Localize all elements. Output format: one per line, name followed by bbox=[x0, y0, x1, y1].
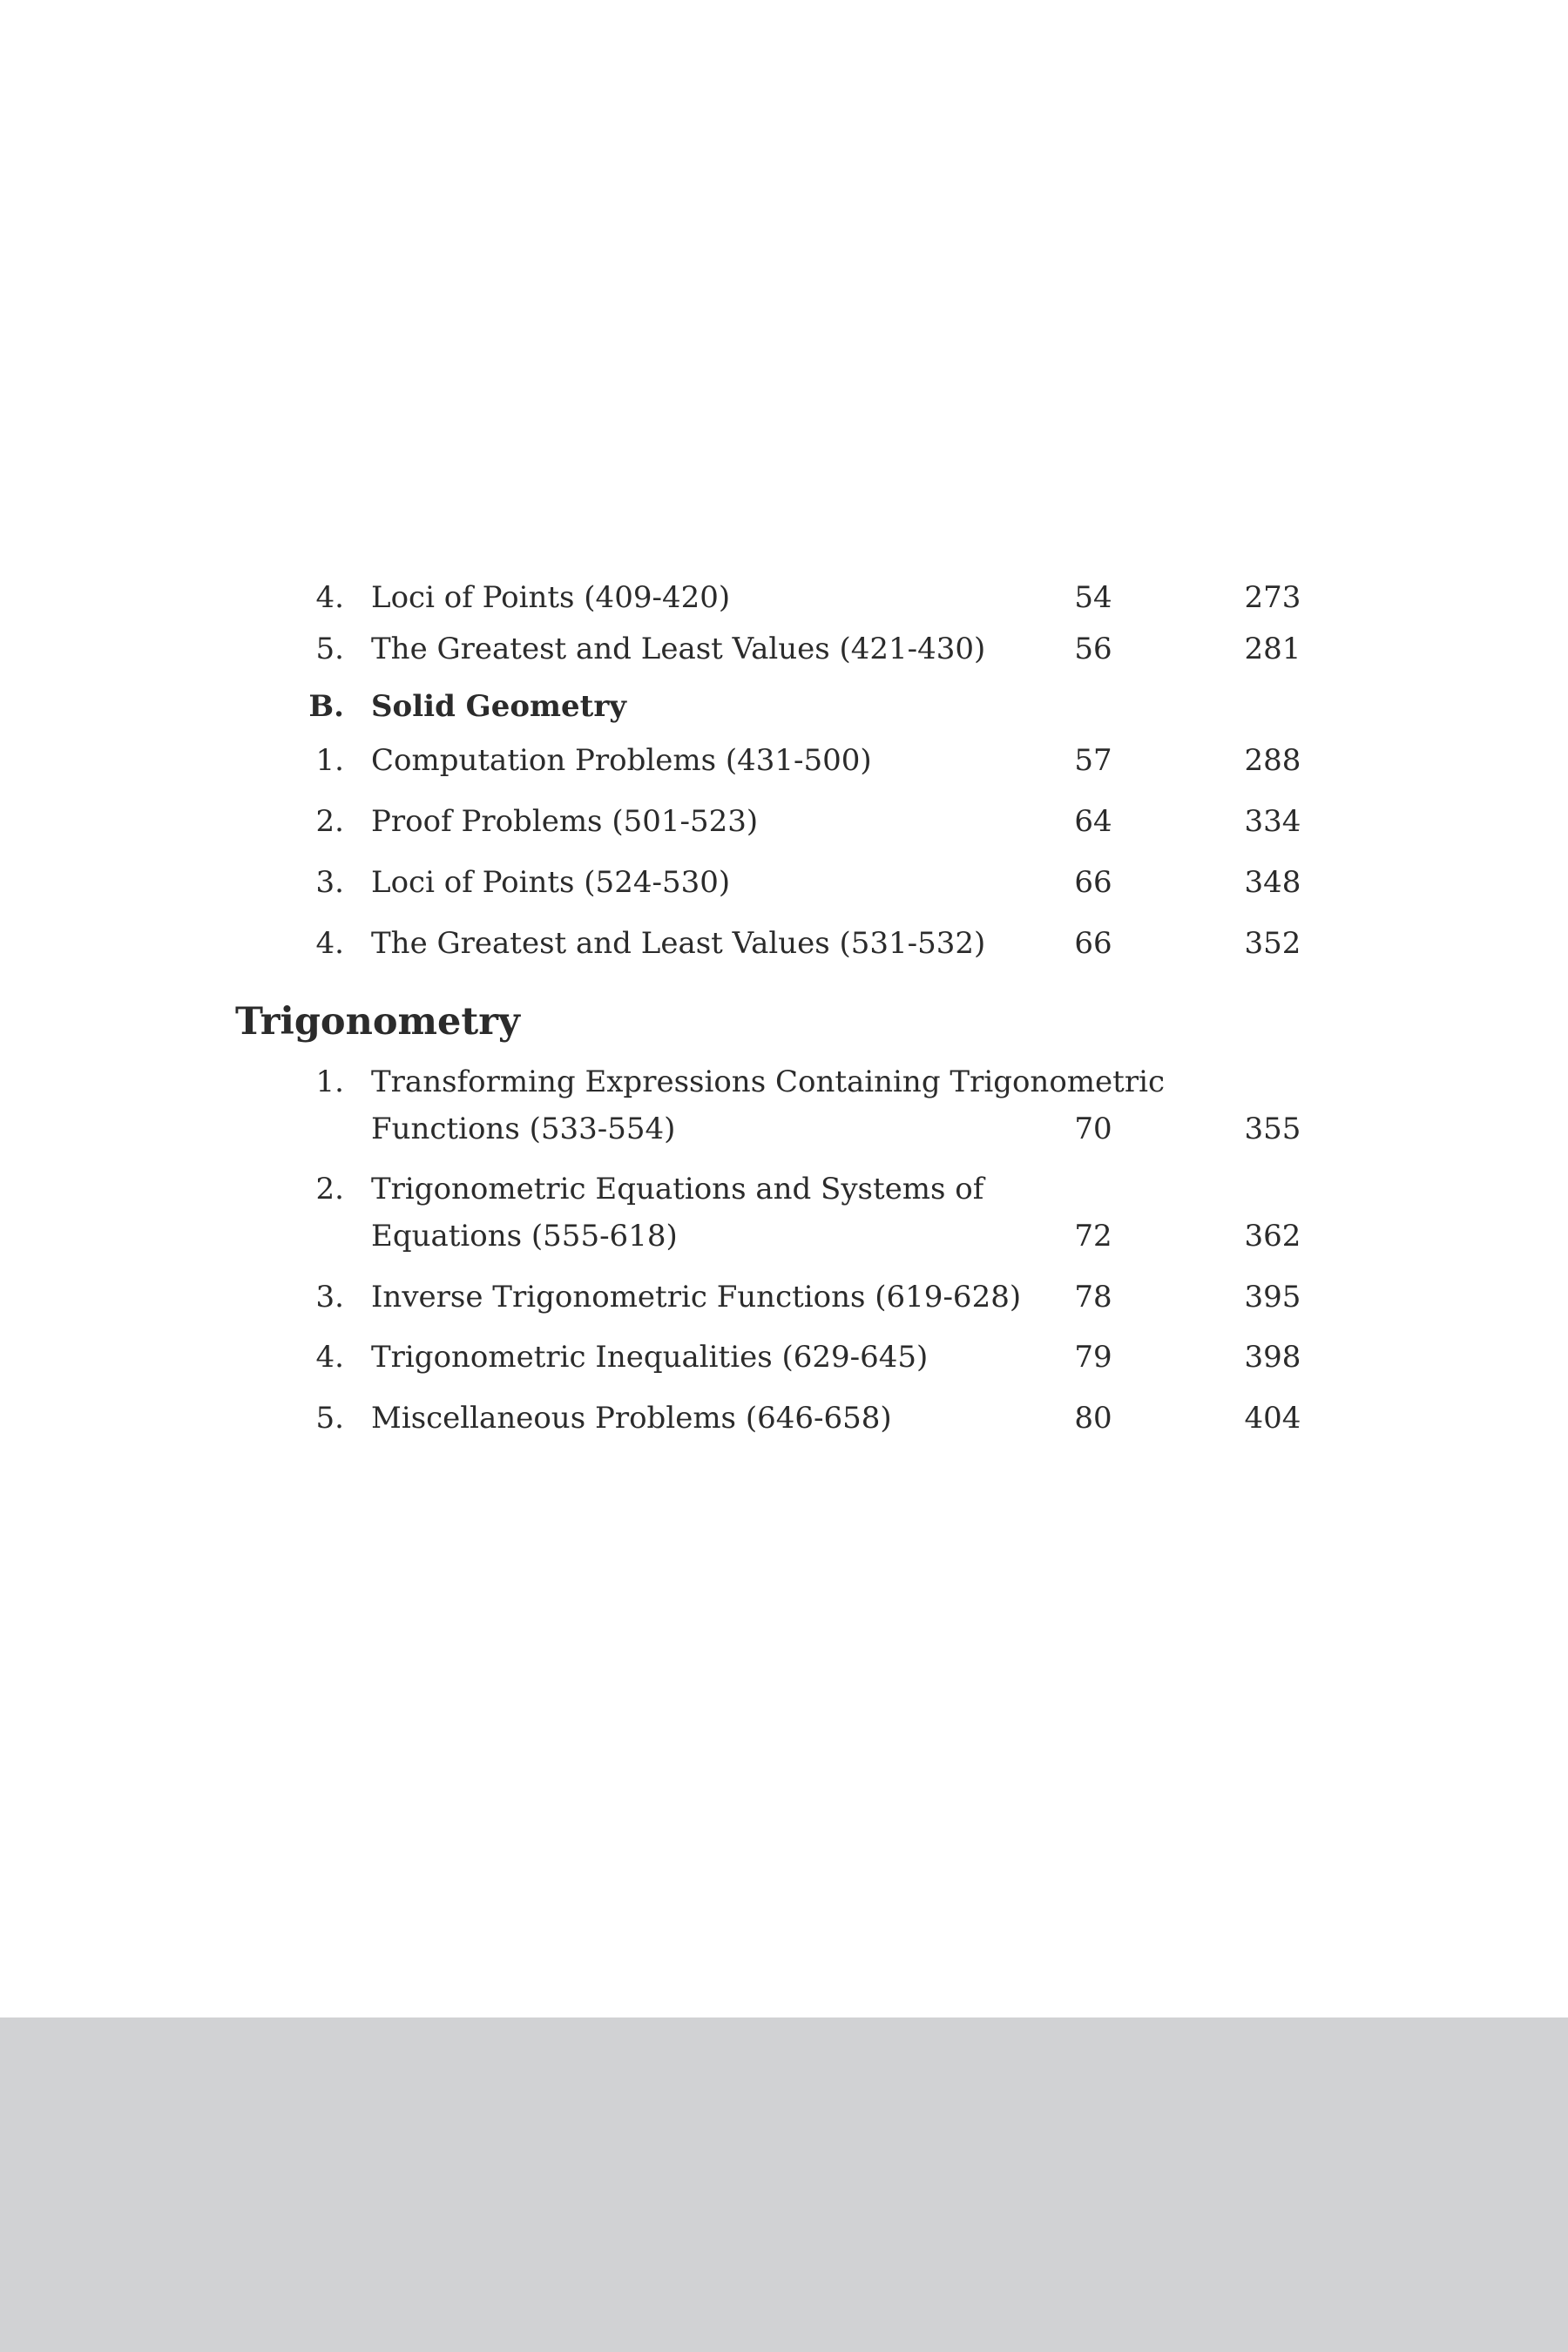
toc-entry bbox=[0, 1280, 1568, 1315]
entry-title: Inverse Trigonometric Functions (619-628) bbox=[371, 1280, 1022, 1315]
entry-title-line-2: Equations (555-618) bbox=[371, 1219, 678, 1254]
entry-number: 1. bbox=[315, 743, 344, 778]
entry-number: 2. bbox=[315, 804, 344, 839]
entry-number: 1. bbox=[315, 1064, 344, 1099]
entry-title: Loci of Points (524-530) bbox=[371, 865, 731, 900]
entry-page-problems: 57 bbox=[1074, 743, 1112, 778]
entry-title: The Greatest and Least Values (421-430) bbox=[371, 632, 986, 666]
toc-entry bbox=[0, 580, 1568, 615]
entry-page-problems: 72 bbox=[1074, 1219, 1112, 1254]
entry-page-problems: 66 bbox=[1074, 865, 1112, 900]
toc-entry bbox=[0, 632, 1568, 666]
entry-page-solutions: 362 bbox=[1244, 1219, 1301, 1254]
toc-entry bbox=[0, 1172, 1568, 1206]
toc-entry-continuation bbox=[0, 1112, 1568, 1146]
entry-title-line-1: Transforming Expressions Containing Trigonometric bbox=[371, 1064, 1165, 1099]
toc-entry bbox=[0, 1340, 1568, 1375]
section-title: Trigonometry bbox=[235, 1000, 520, 1044]
entry-number: 2. bbox=[315, 1172, 344, 1206]
toc-entry bbox=[0, 1064, 1568, 1099]
entry-page-solutions: 352 bbox=[1244, 926, 1301, 961]
entry-number: 4. bbox=[315, 1340, 344, 1375]
entry-number: 3. bbox=[315, 1280, 344, 1315]
entry-page-problems: 80 bbox=[1074, 1401, 1112, 1436]
toc-entry bbox=[0, 804, 1568, 839]
entry-page-solutions: 334 bbox=[1244, 804, 1301, 839]
entry-page-problems: 54 bbox=[1074, 580, 1112, 615]
entry-title: Trigonometric Inequalities (629-645) bbox=[371, 1340, 929, 1375]
entry-title: Computation Problems (431-500) bbox=[371, 743, 872, 778]
entry-number: 5. bbox=[315, 632, 344, 666]
entry-number: 4. bbox=[315, 580, 344, 615]
entry-page-solutions: 288 bbox=[1244, 743, 1301, 778]
footer-band bbox=[0, 2017, 1568, 2352]
entry-page-problems: 64 bbox=[1074, 804, 1112, 839]
entry-page-solutions: 398 bbox=[1244, 1340, 1301, 1375]
toc-entry-continuation bbox=[0, 1219, 1568, 1254]
entry-page-problems: 56 bbox=[1074, 632, 1112, 666]
toc-subsection-heading bbox=[0, 689, 1568, 724]
entry-page-solutions: 273 bbox=[1244, 580, 1301, 615]
entry-page-problems: 70 bbox=[1074, 1112, 1112, 1146]
entry-page-solutions: 395 bbox=[1244, 1280, 1301, 1315]
entry-number: 3. bbox=[315, 865, 344, 900]
entry-number: 5. bbox=[315, 1401, 344, 1436]
entry-title: Loci of Points (409-420) bbox=[371, 580, 731, 615]
toc-entry bbox=[0, 926, 1568, 961]
entry-page-solutions: 348 bbox=[1244, 865, 1301, 900]
toc-entry bbox=[0, 743, 1568, 778]
toc-entry bbox=[0, 865, 1568, 900]
subsection-letter: B. bbox=[308, 689, 344, 724]
entry-page-solutions: 281 bbox=[1244, 632, 1301, 666]
entry-page-problems: 66 bbox=[1074, 926, 1112, 961]
subsection-title: Solid Geometry bbox=[371, 689, 627, 724]
entry-title-line-2: Functions (533-554) bbox=[371, 1112, 676, 1146]
entry-page-problems: 79 bbox=[1074, 1340, 1112, 1375]
entry-page-problems: 78 bbox=[1074, 1280, 1112, 1315]
entry-title: The Greatest and Least Values (531-532) bbox=[371, 926, 986, 961]
entry-title: Proof Problems (501-523) bbox=[371, 804, 759, 839]
entry-number: 4. bbox=[315, 926, 344, 961]
entry-title: Miscellaneous Problems (646-658) bbox=[371, 1401, 892, 1436]
toc-entry bbox=[0, 1401, 1568, 1436]
entry-page-solutions: 404 bbox=[1244, 1401, 1301, 1436]
entry-page-solutions: 355 bbox=[1244, 1112, 1301, 1146]
entry-title-line-1: Trigonometric Equations and Systems of bbox=[371, 1172, 984, 1206]
